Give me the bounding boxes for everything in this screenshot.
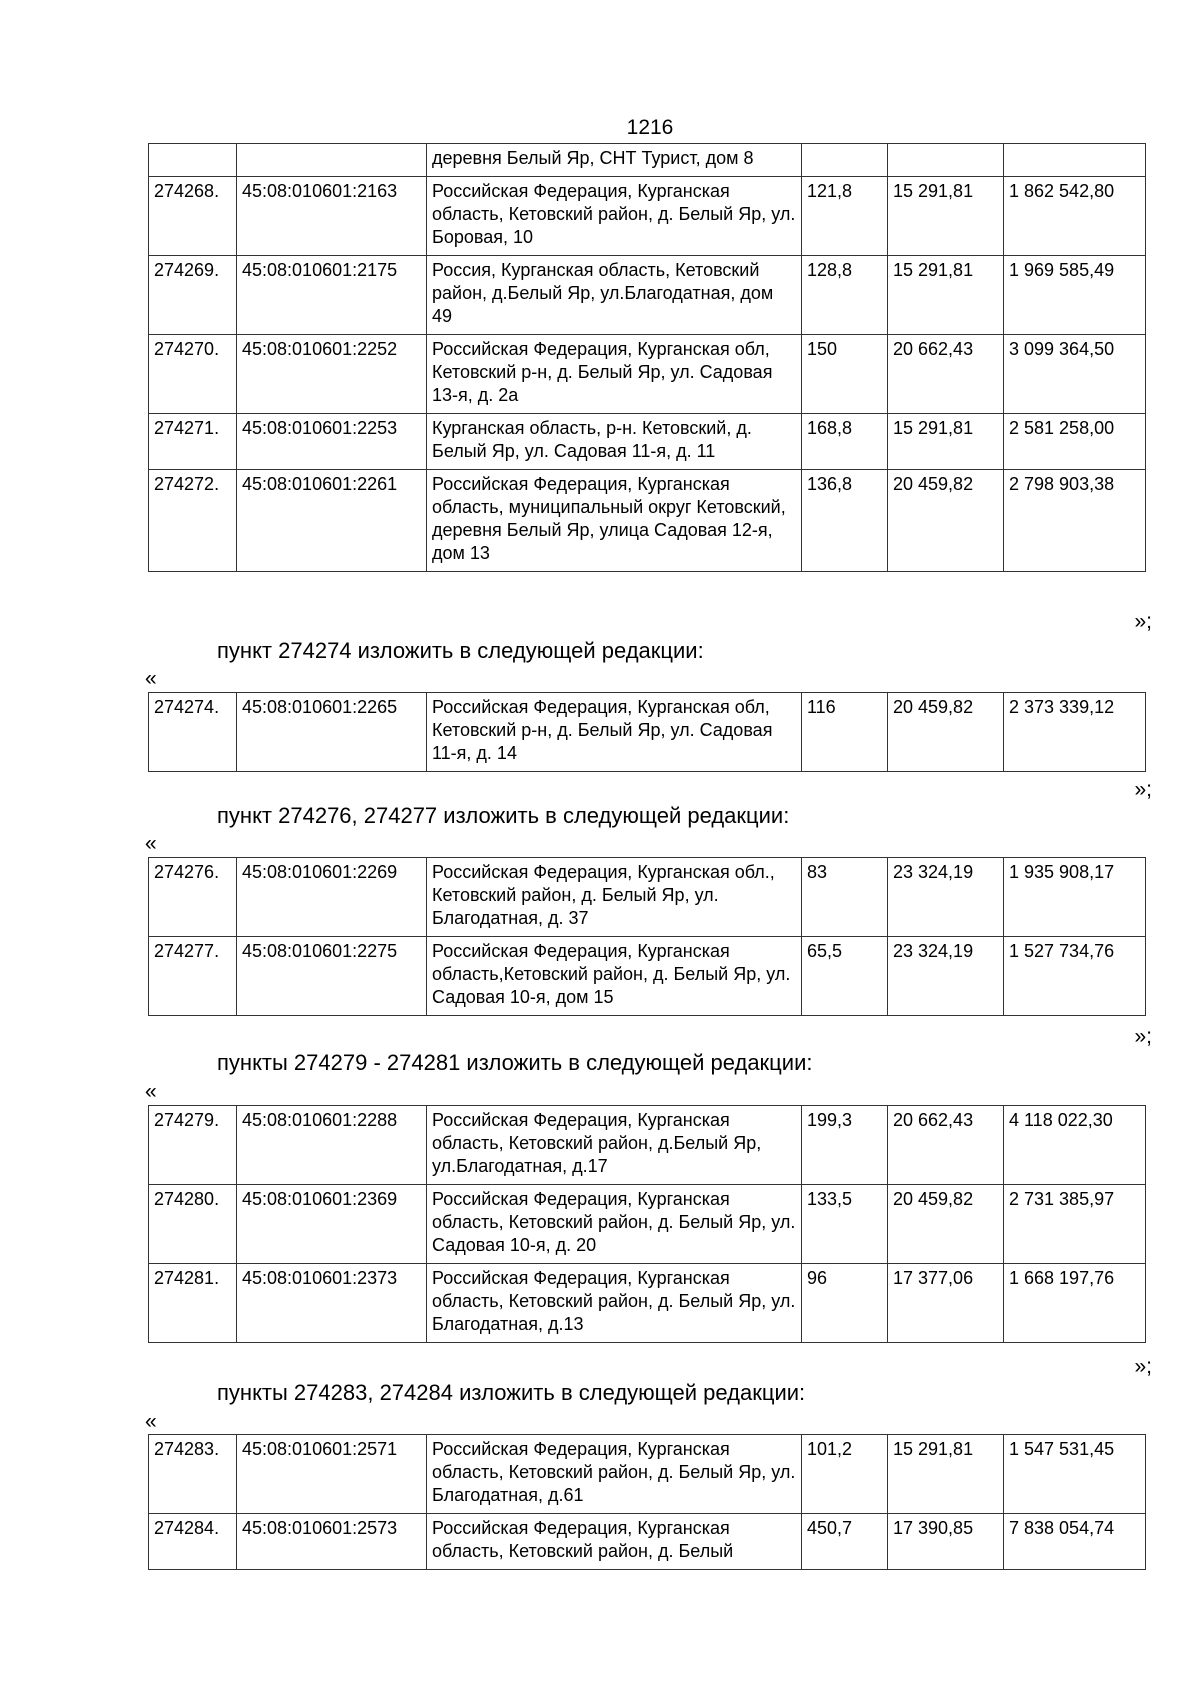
cadastral-value-cell: 1 527 734,76 [1004, 937, 1146, 1016]
price-per-unit-cell: 20 662,43 [888, 335, 1004, 414]
price-per-unit-cell: 20 459,82 [888, 470, 1004, 572]
area-cell: 96 [802, 1264, 888, 1343]
row-number-cell: 274270. [149, 335, 237, 414]
address-cell: Российская Федерация, Курганская область, муниципальный округ Кетовский, деревня Белый Яр, улица Садовая 12-я, дом 13 [427, 470, 802, 572]
row-number-cell: 274274. [149, 693, 237, 772]
price-per-unit-cell: 23 324,19 [888, 858, 1004, 937]
open-quote: « [145, 832, 157, 855]
cadastral-number-cell: 45:08:010601:2573 [237, 1514, 427, 1570]
table-row [149, 177, 1146, 256]
area-cell: 128,8 [802, 256, 888, 335]
table-row [149, 144, 1146, 177]
cadastral-value-cell: 2 373 339,12 [1004, 693, 1146, 772]
row-number-cell: 274276. [149, 858, 237, 937]
row-number-cell: 274284. [149, 1514, 237, 1570]
property-table [148, 1434, 1146, 1570]
cadastral-value-cell: 2 731 385,97 [1004, 1185, 1146, 1264]
table-row [149, 414, 1146, 470]
cadastral-value-cell [1004, 144, 1146, 177]
property-table [148, 692, 1146, 772]
price-per-unit-cell: 20 459,82 [888, 693, 1004, 772]
row-number-cell: 274277. [149, 937, 237, 1016]
price-per-unit-cell: 17 377,06 [888, 1264, 1004, 1343]
price-per-unit-cell: 15 291,81 [888, 414, 1004, 470]
cadastral-value-cell: 3 099 364,50 [1004, 335, 1146, 414]
price-per-unit-cell: 15 291,81 [888, 177, 1004, 256]
cadastral-number-cell: 45:08:010601:2261 [237, 470, 427, 572]
cadastral-value-cell: 7 838 054,74 [1004, 1514, 1146, 1570]
row-number-cell: 274280. [149, 1185, 237, 1264]
cadastral-value-cell: 1 862 542,80 [1004, 177, 1146, 256]
table-row [149, 1435, 1146, 1514]
address-cell: Российская Федерация, Курганская область, Кетовский район, д.Белый Яр, ул.Благодатная, д.17 [427, 1106, 802, 1185]
row-number-cell: 274279. [149, 1106, 237, 1185]
row-number-cell: 274281. [149, 1264, 237, 1343]
cadastral-number-cell: 45:08:010601:2369 [237, 1185, 427, 1264]
cadastral-number-cell: 45:08:010601:2163 [237, 177, 427, 256]
table-row [149, 335, 1146, 414]
row-number-cell: 274268. [149, 177, 237, 256]
row-number-cell [149, 144, 237, 177]
property-table [148, 857, 1146, 1016]
close-quote: »; [1134, 610, 1152, 633]
cadastral-number-cell: 45:08:010601:2253 [237, 414, 427, 470]
area-cell: 116 [802, 693, 888, 772]
table-row [149, 1106, 1146, 1185]
address-cell: Курганская область, р-н. Кетовский, д. Белый Яр, ул. Садовая 11-я, д. 11 [427, 414, 802, 470]
table-row [149, 858, 1146, 937]
table-row [149, 937, 1146, 1016]
cadastral-number-cell: 45:08:010601:2571 [237, 1435, 427, 1514]
address-cell: деревня Белый Яр, СНТ Турист, дом 8 [427, 144, 802, 177]
cadastral-number-cell: 45:08:010601:2269 [237, 858, 427, 937]
cadastral-number-cell: 45:08:010601:2252 [237, 335, 427, 414]
table-row [149, 470, 1146, 572]
price-per-unit-cell: 23 324,19 [888, 937, 1004, 1016]
cadastral-number-cell: 45:08:010601:2373 [237, 1264, 427, 1343]
address-cell: Российская Федерация, Курганская область, Кетовский район, д. Белый Яр, ул. Благодатная, д.61 [427, 1435, 802, 1514]
cadastral-value-cell: 4 118 022,30 [1004, 1106, 1146, 1185]
address-cell: Российская Федерация, Курганская область, Кетовский район, д. Белый Яр, ул. Благодатная, д.13 [427, 1264, 802, 1343]
address-cell: Российская Федерация, Курганская область, Кетовский район, д. Белый Яр, ул. Садовая 10-я, д. 20 [427, 1185, 802, 1264]
address-cell: Российская Федерация, Курганская область,Кетовский район, д. Белый Яр, ул. Садовая 10-я, дом 15 [427, 937, 802, 1016]
price-per-unit-cell: 20 662,43 [888, 1106, 1004, 1185]
area-cell: 133,5 [802, 1185, 888, 1264]
property-table [148, 1105, 1146, 1343]
price-per-unit-cell: 15 291,81 [888, 1435, 1004, 1514]
area-cell: 121,8 [802, 177, 888, 256]
cadastral-number-cell: 45:08:010601:2275 [237, 937, 427, 1016]
close-quote: »; [1134, 1355, 1152, 1378]
address-cell: Российская Федерация, Курганская область, Кетовский район, д. Белый [427, 1514, 802, 1570]
table-row [149, 1185, 1146, 1264]
cadastral-number-cell: 45:08:010601:2265 [237, 693, 427, 772]
cadastral-value-cell: 2 581 258,00 [1004, 414, 1146, 470]
row-number-cell: 274283. [149, 1435, 237, 1514]
cadastral-value-cell: 1 935 908,17 [1004, 858, 1146, 937]
cadastral-number-cell [237, 144, 427, 177]
area-cell: 65,5 [802, 937, 888, 1016]
address-cell: Российская Федерация, Курганская область, Кетовский район, д. Белый Яр, ул. Боровая, 10 [427, 177, 802, 256]
price-per-unit-cell [888, 144, 1004, 177]
area-cell: 136,8 [802, 470, 888, 572]
row-number-cell: 274272. [149, 470, 237, 572]
table-row [149, 693, 1146, 772]
open-quote: « [145, 667, 157, 690]
cadastral-value-cell: 1 668 197,76 [1004, 1264, 1146, 1343]
address-cell: Российская Федерация, Курганская обл, Кетовский р-н, д. Белый Яр, ул. Садовая 13-я, д. 2а [427, 335, 802, 414]
area-cell: 83 [802, 858, 888, 937]
table-row [149, 256, 1146, 335]
table-row [149, 1264, 1146, 1343]
section-heading: пункты 274279 - 274281 изложить в следующей редакции: [217, 1050, 813, 1075]
table-row [149, 1514, 1146, 1570]
area-cell: 150 [802, 335, 888, 414]
cadastral-value-cell: 1 969 585,49 [1004, 256, 1146, 335]
area-cell [802, 144, 888, 177]
cadastral-value-cell: 2 798 903,38 [1004, 470, 1146, 572]
price-per-unit-cell: 20 459,82 [888, 1185, 1004, 1264]
row-number-cell: 274271. [149, 414, 237, 470]
address-cell: Россия, Курганская область, Кетовский район, д.Белый Яр, ул.Благодатная, дом 49 [427, 256, 802, 335]
area-cell: 199,3 [802, 1106, 888, 1185]
open-quote: « [145, 1410, 157, 1433]
area-cell: 168,8 [802, 414, 888, 470]
section-heading: пункты 274283, 274284 изложить в следующей редакции: [217, 1380, 806, 1405]
address-cell: Российская Федерация, Курганская обл., Кетовский район, д. Белый Яр, ул. Благодатная, д. 37 [427, 858, 802, 937]
cadastral-value-cell: 1 547 531,45 [1004, 1435, 1146, 1514]
page-number: 1216 [626, 116, 674, 139]
cadastral-number-cell: 45:08:010601:2175 [237, 256, 427, 335]
property-table [148, 143, 1146, 572]
row-number-cell: 274269. [149, 256, 237, 335]
open-quote: « [145, 1080, 157, 1103]
section-heading: пункт 274276, 274277 изложить в следующей редакции: [217, 803, 790, 828]
cadastral-number-cell: 45:08:010601:2288 [237, 1106, 427, 1185]
price-per-unit-cell: 15 291,81 [888, 256, 1004, 335]
address-cell: Российская Федерация, Курганская обл, Кетовский р-н, д. Белый Яр, ул. Садовая 11-я, д. 14 [427, 693, 802, 772]
area-cell: 450,7 [802, 1514, 888, 1570]
price-per-unit-cell: 17 390,85 [888, 1514, 1004, 1570]
close-quote: »; [1134, 1025, 1152, 1048]
section-heading: пункт 274274 изложить в следующей редакции: [217, 638, 704, 663]
area-cell: 101,2 [802, 1435, 888, 1514]
close-quote: »; [1134, 778, 1152, 801]
